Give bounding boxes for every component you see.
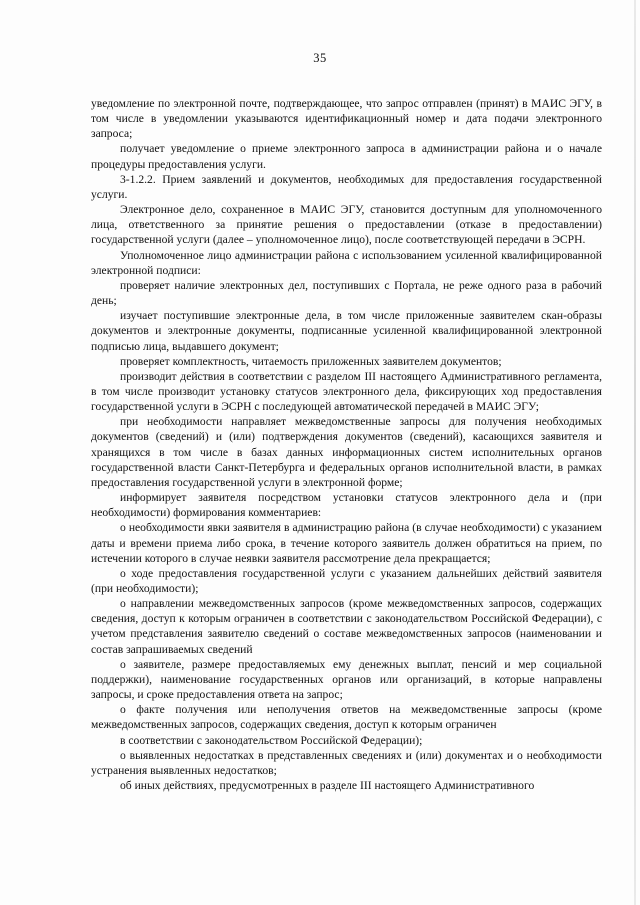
list-item: производит действия в соответствии с разделом III настоящего Административного регламента, в том числе производит установку статусов электронного дела, фиксирующих ход предоставления государственной услуги в ЭСРН с последующей автоматической передачей в МАИС ЭГУ; — [91, 369, 602, 414]
list-item: изучает поступившие электронные дела, в том числе приложенные заявителем скан-образы документов и электронные документы, подписанные усиленной квалифицированной электронной подписью лица, выдавшего документ; — [91, 309, 602, 353]
list-item: о факте получения или неполучения ответов на межведомственные запросы (кроме межведомственных запросов, содержащих сведения, доступ к которым ограничен — [91, 703, 602, 732]
list-item: информирует заявителя посредством установки статусов электронного дела и (при необходимости) формирования комментариев: — [91, 491, 602, 520]
list-item: о необходимости явки заявителя в администрацию района (в случае необходимости) с указанием даты и времени приема либо срока, в течение которого заявитель должен обратиться на прием, по истечении которого в случае неявки заявителя рассмотрение дела прекращается; — [91, 521, 602, 565]
paragraph: получает уведомление о приеме электронного запроса в администрации района и о начале процедуры предоставления услуги. — [91, 142, 602, 171]
list-item: об иных действиях, предусмотренных в разделе III настоящего Административного — [120, 779, 535, 793]
scan-edge — [634, 0, 636, 905]
paragraph: Уполномоченное лицо администрации района с использованием усиленной квалифицированной электронной подписи: — [91, 248, 602, 277]
paragraph: уведомление по электронной почте, подтверждающее, что запрос отправлен (принят) в МАИС ЭГУ, в том числе в уведомлении указываются идентификационный номер и дата подачи электронного запроса; — [91, 97, 602, 141]
list-item: о выявленных недостатках в представленных сведениях и (или) документах и о необходимости устранения выявленных недостатков; — [91, 748, 602, 777]
list-item: о направлении межведомственных запросов (кроме межведомственных запросов, содержащих сведения, доступ к которым ограничен в соответствии с законодательством Российской Федерации), с учетом представления заявителю сведений о составе межведомственных запросов (наименовании и состав запрашиваемых сведений — [91, 597, 602, 656]
list-item: проверяет наличие электронных дел, поступивших с Портала, не реже одного раза в рабочий день; — [91, 278, 602, 308]
list-item: о ходе предоставления государственной услуги с указанием дальнейших действий заявителя (при необходимости); — [91, 566, 602, 595]
section-heading: 3-1.2.2. Прием заявлений и документов, необходимых для предоставления государственной услуги. — [91, 172, 602, 201]
list-item: проверяет комплектность, читаемость приложенных заявителем документов; — [120, 354, 502, 368]
list-item: при необходимости направляет межведомственные запросы для получения необходимых документов (сведений) и (или) подтверждения документов (сведений), касающихся заявителя и хранящихся в том числе в базах данных информационных систем исполнительных органов государственной власти Санкт-Петербурга и федеральных органов исполнительной власти, в рамках предоставления государственной услуги в электронной форме; — [91, 415, 602, 489]
page-number: 35 — [313, 51, 327, 65]
list-item: о заявителе, размере предоставляемых ему денежных выплат, пенсий и мер социальной поддержки), наименование государственных органов или организаций, в которые направлены запросы, и сроке предоставления ответа на запрос; — [91, 657, 602, 702]
body-text — [91, 96, 602, 793]
list-item: в соответствии с законодательством Российской Федерации); — [120, 733, 423, 747]
paragraph: Электронное дело, сохраненное в МАИС ЭГУ, становится доступным для уполномоченного лица, ответственного за принятие решения о предоставлении (отказе в предоставлении) государственной услуги (далее – уполномоченное лицо), после соответствующей передачи в ЭСРН. — [91, 203, 602, 247]
